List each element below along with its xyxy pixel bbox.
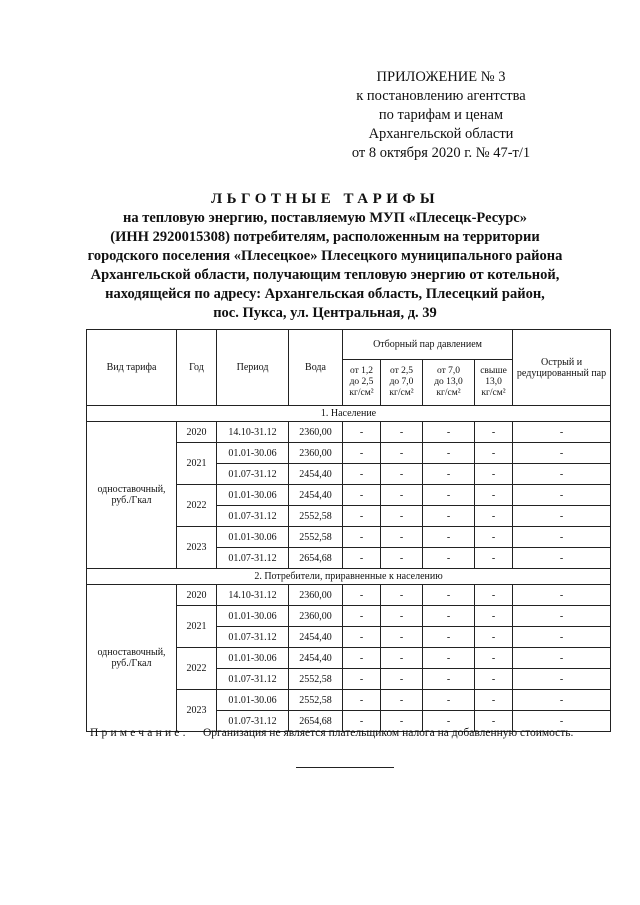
tariff-type-cell: одноставочный, руб./Гкал bbox=[87, 422, 177, 569]
document-title bbox=[60, 190, 590, 323]
water-cell: 2360,00 bbox=[289, 606, 343, 627]
steam-cell: - bbox=[423, 443, 475, 464]
steam-cell: - bbox=[381, 648, 423, 669]
steam-cell: - bbox=[343, 506, 381, 527]
steam-cell: - bbox=[423, 464, 475, 485]
title-line: Архангельской области, получающим тепловую энергию от котельной, bbox=[90, 267, 560, 283]
steam-cell: - bbox=[381, 627, 423, 648]
period-cell: 01.07-31.12 bbox=[217, 711, 289, 732]
steam-cell: - bbox=[343, 690, 381, 711]
title-line: на тепловую энергию, поставляемую МУП «Плесецк-Ресурс» bbox=[123, 210, 527, 226]
steam-col-unit: кг/см² bbox=[389, 388, 414, 398]
steam-cell: - bbox=[381, 506, 423, 527]
steam-cell: - bbox=[513, 548, 611, 569]
steam-cell: - bbox=[423, 585, 475, 606]
header-year: Год bbox=[177, 330, 217, 406]
period-cell: 01.07-31.12 bbox=[217, 548, 289, 569]
steam-cell: - bbox=[343, 627, 381, 648]
period-cell: 01.01-30.06 bbox=[217, 606, 289, 627]
steam-cell: - bbox=[475, 527, 513, 548]
title-line: (ИНН 2920015308) потребителям, расположенным на территории bbox=[110, 229, 540, 245]
steam-cell: - bbox=[381, 606, 423, 627]
header-steam-col bbox=[475, 360, 513, 406]
steam-cell: - bbox=[513, 485, 611, 506]
steam-cell: - bbox=[343, 648, 381, 669]
steam-cell: - bbox=[381, 443, 423, 464]
steam-cell: - bbox=[423, 711, 475, 732]
steam-cell: - bbox=[513, 627, 611, 648]
year-cell: 2023 bbox=[177, 527, 217, 569]
title-heading: ЛЬГОТНЫЕ ТАРИФЫ bbox=[210, 191, 440, 207]
signature-line bbox=[296, 767, 394, 768]
steam-cell: - bbox=[513, 527, 611, 548]
water-cell: 2552,58 bbox=[289, 527, 343, 548]
steam-col-to: 13,0 bbox=[485, 377, 502, 387]
steam-cell: - bbox=[381, 485, 423, 506]
steam-col-unit: кг/см² bbox=[349, 388, 374, 398]
steam-cell: - bbox=[475, 464, 513, 485]
steam-cell: - bbox=[423, 485, 475, 506]
year-cell: 2022 bbox=[177, 648, 217, 690]
steam-col-from: свыше bbox=[480, 366, 507, 376]
steam-cell: - bbox=[475, 548, 513, 569]
footnote bbox=[90, 727, 574, 739]
steam-cell: - bbox=[513, 606, 611, 627]
tariff-type-cell: одноставочный, руб./Гкал bbox=[87, 585, 177, 732]
steam-cell: - bbox=[343, 606, 381, 627]
steam-cell: - bbox=[343, 422, 381, 443]
steam-cell: - bbox=[423, 606, 475, 627]
table-row bbox=[87, 422, 611, 443]
steam-cell: - bbox=[343, 485, 381, 506]
steam-cell: - bbox=[475, 669, 513, 690]
period-cell: 14.10-31.12 bbox=[217, 585, 289, 606]
period-cell: 01.07-31.12 bbox=[217, 627, 289, 648]
water-cell: 2360,00 bbox=[289, 422, 343, 443]
header-tariff-type: Вид тарифа bbox=[87, 330, 177, 406]
steam-cell: - bbox=[343, 669, 381, 690]
tariff-table bbox=[86, 329, 611, 732]
steam-cell: - bbox=[423, 548, 475, 569]
steam-cell: - bbox=[423, 422, 475, 443]
period-cell: 01.01-30.06 bbox=[217, 690, 289, 711]
steam-col-to: до 13,0 bbox=[434, 377, 463, 387]
steam-cell: - bbox=[475, 422, 513, 443]
steam-col-from: от 1,2 bbox=[349, 366, 374, 376]
period-cell: 01.01-30.06 bbox=[217, 527, 289, 548]
steam-cell: - bbox=[343, 443, 381, 464]
steam-col-to: до 2,5 bbox=[349, 377, 374, 387]
footnote-text: Организация не является плательщиком налога на добавленную стоимость. bbox=[203, 727, 574, 739]
steam-cell: - bbox=[381, 690, 423, 711]
steam-cell: - bbox=[513, 422, 611, 443]
water-cell: 2654,68 bbox=[289, 548, 343, 569]
footnote-label: Примечание. bbox=[90, 727, 189, 739]
year-cell: 2020 bbox=[177, 585, 217, 606]
steam-cell: - bbox=[475, 585, 513, 606]
steam-col-to: до 7,0 bbox=[389, 377, 414, 387]
period-cell: 01.01-30.06 bbox=[217, 485, 289, 506]
section-title: 1. Население bbox=[87, 406, 611, 422]
appendix-line: по тарифам и ценам bbox=[378, 107, 504, 123]
header-period: Период bbox=[217, 330, 289, 406]
steam-cell: - bbox=[423, 648, 475, 669]
steam-cell: - bbox=[513, 506, 611, 527]
period-cell: 01.01-30.06 bbox=[217, 443, 289, 464]
appendix-line: ПРИЛОЖЕНИЕ № 3 bbox=[376, 69, 506, 85]
steam-cell: - bbox=[381, 422, 423, 443]
steam-col-from: от 2,5 bbox=[389, 366, 414, 376]
appendix-line: к постановлению агентства bbox=[356, 88, 526, 104]
steam-cell: - bbox=[381, 711, 423, 732]
steam-cell: - bbox=[475, 711, 513, 732]
steam-cell: - bbox=[423, 527, 475, 548]
year-cell: 2023 bbox=[177, 690, 217, 732]
steam-cell: - bbox=[381, 464, 423, 485]
steam-cell: - bbox=[513, 690, 611, 711]
section-title: 2. Потребители, приравненные к населению bbox=[87, 569, 611, 585]
steam-col-unit: кг/см² bbox=[436, 388, 461, 398]
steam-cell: - bbox=[513, 669, 611, 690]
section-row bbox=[87, 569, 611, 585]
header-steam-col bbox=[343, 360, 381, 406]
period-cell: 01.07-31.12 bbox=[217, 669, 289, 690]
water-cell: 2360,00 bbox=[289, 443, 343, 464]
title-line: пос. Пукса, ул. Центральная, д. 39 bbox=[213, 305, 437, 321]
steam-cell: - bbox=[475, 606, 513, 627]
year-cell: 2021 bbox=[177, 606, 217, 648]
title-line: городского поселения «Плесецкое» Плесецкого муниципального района bbox=[87, 248, 563, 264]
steam-col-from: от 7,0 bbox=[436, 366, 461, 376]
steam-cell: - bbox=[343, 711, 381, 732]
table-row bbox=[87, 585, 611, 606]
header-steam-group: Отборный пар давлением bbox=[343, 330, 513, 360]
steam-cell: - bbox=[381, 548, 423, 569]
steam-cell: - bbox=[381, 585, 423, 606]
section-row bbox=[87, 406, 611, 422]
steam-cell: - bbox=[513, 464, 611, 485]
steam-cell: - bbox=[423, 627, 475, 648]
period-cell: 01.07-31.12 bbox=[217, 506, 289, 527]
title-line: находящейся по адресу: Архангельская область, Плесецкий район, bbox=[105, 286, 545, 302]
steam-cell: - bbox=[381, 527, 423, 548]
water-cell: 2454,40 bbox=[289, 485, 343, 506]
steam-cell: - bbox=[475, 648, 513, 669]
appendix-line: от 8 октября 2020 г. № 47-т/1 bbox=[351, 145, 531, 161]
steam-cell: - bbox=[513, 585, 611, 606]
steam-cell: - bbox=[343, 585, 381, 606]
appendix-line: Архангельской области bbox=[368, 126, 514, 142]
steam-cell: - bbox=[343, 548, 381, 569]
steam-col-unit: кг/см² bbox=[481, 388, 506, 398]
steam-cell: - bbox=[381, 669, 423, 690]
water-cell: 2654,68 bbox=[289, 711, 343, 732]
steam-cell: - bbox=[475, 443, 513, 464]
steam-cell: - bbox=[423, 506, 475, 527]
steam-cell: - bbox=[513, 443, 611, 464]
water-cell: 2360,00 bbox=[289, 585, 343, 606]
steam-cell: - bbox=[475, 690, 513, 711]
year-cell: 2020 bbox=[177, 422, 217, 443]
water-cell: 2552,58 bbox=[289, 669, 343, 690]
steam-cell: - bbox=[423, 669, 475, 690]
year-cell: 2021 bbox=[177, 443, 217, 485]
steam-cell: - bbox=[343, 464, 381, 485]
steam-cell: - bbox=[475, 506, 513, 527]
period-cell: 14.10-31.12 bbox=[217, 422, 289, 443]
water-cell: 2552,58 bbox=[289, 690, 343, 711]
steam-cell: - bbox=[513, 711, 611, 732]
period-cell: 01.01-30.06 bbox=[217, 648, 289, 669]
steam-cell: - bbox=[423, 690, 475, 711]
steam-cell: - bbox=[343, 527, 381, 548]
year-cell: 2022 bbox=[177, 485, 217, 527]
appendix-block bbox=[326, 68, 556, 163]
header-water: Вода bbox=[289, 330, 343, 406]
period-cell: 01.07-31.12 bbox=[217, 464, 289, 485]
steam-cell: - bbox=[475, 627, 513, 648]
steam-cell: - bbox=[475, 485, 513, 506]
water-cell: 2454,40 bbox=[289, 627, 343, 648]
header-sharp-steam: Острый и редуцированный пар bbox=[513, 330, 611, 406]
water-cell: 2552,58 bbox=[289, 506, 343, 527]
header-steam-col bbox=[381, 360, 423, 406]
header-steam-col bbox=[423, 360, 475, 406]
steam-cell: - bbox=[513, 648, 611, 669]
water-cell: 2454,40 bbox=[289, 648, 343, 669]
water-cell: 2454,40 bbox=[289, 464, 343, 485]
